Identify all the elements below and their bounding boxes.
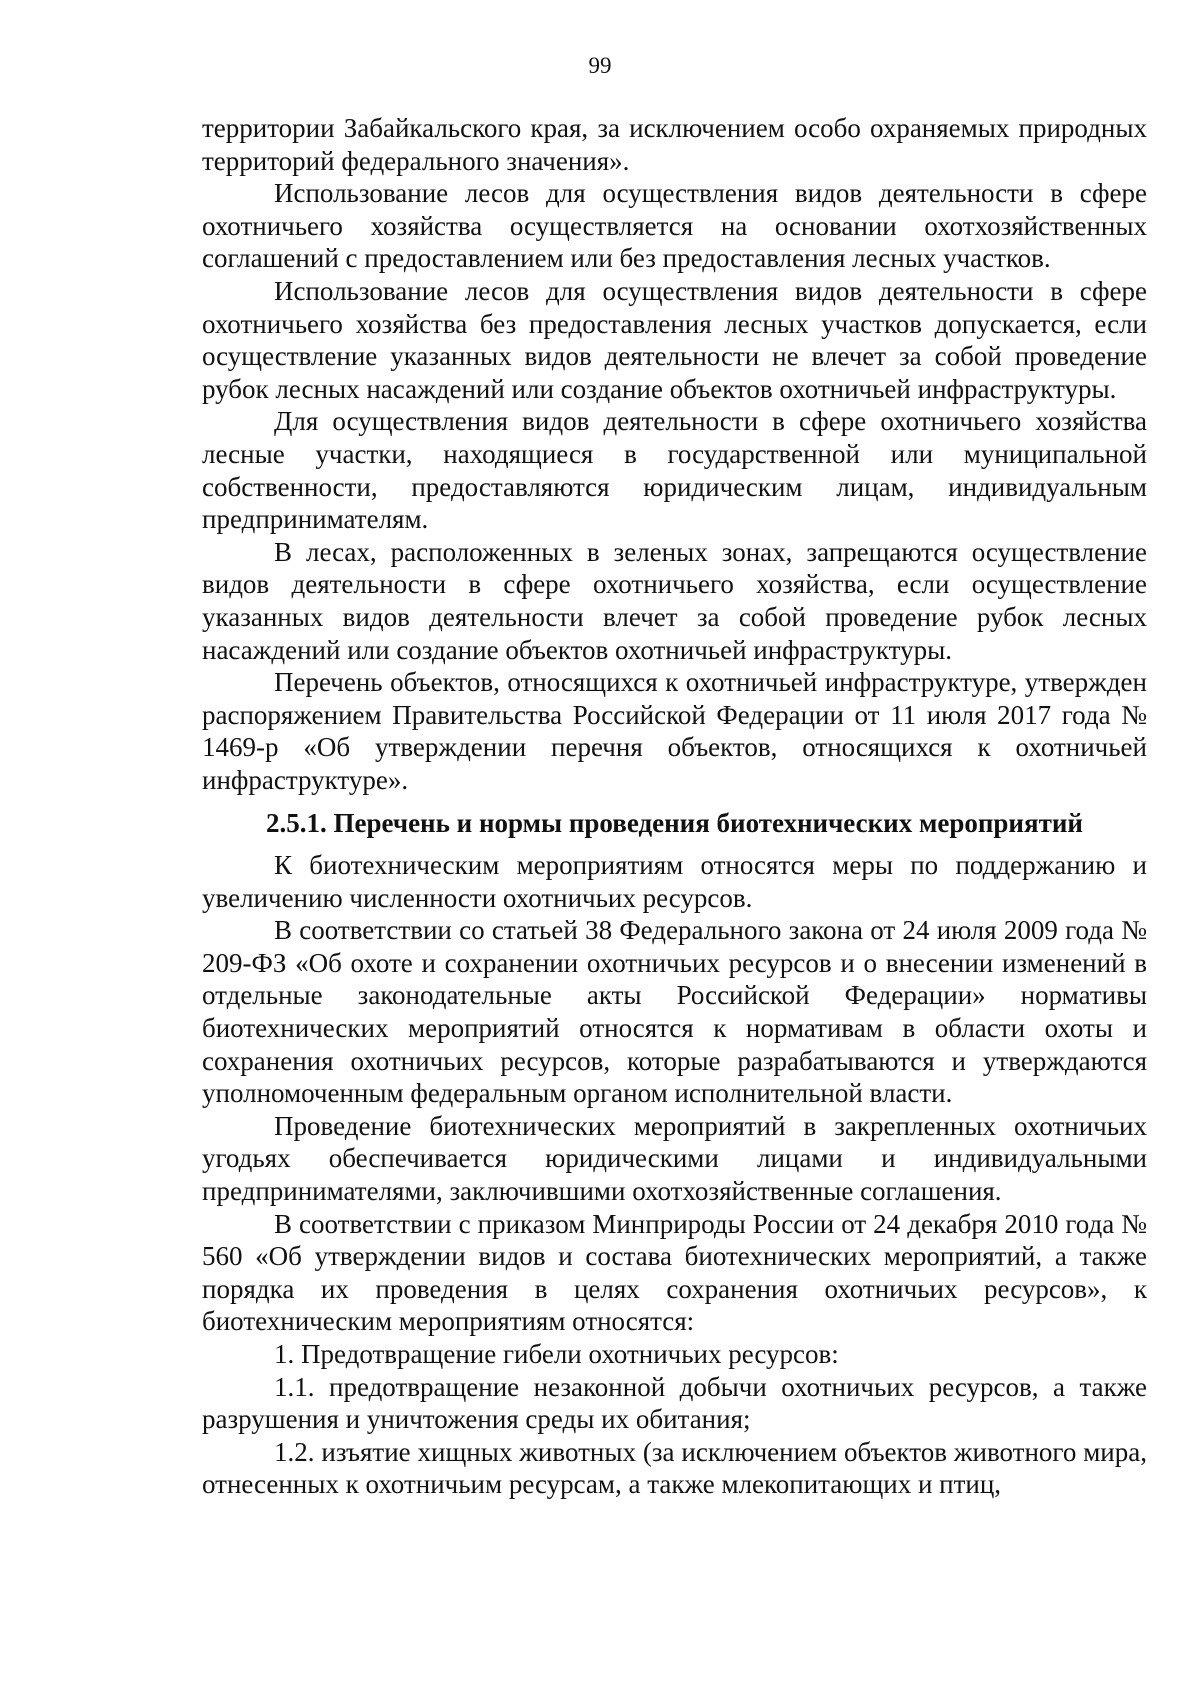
paragraph: Использование лесов для осуществления видов деятельности в сфере охотничьего хозяйства без предоставления лесных участков допускается, если осуществление указанных видов деятельности не влечет за собой проведение рубок лесных насаждений или создание объектов охотничьей инфраструктуры. (202, 275, 1147, 404)
paragraph: территории Забайкальского края, за исключением особо охраняемых природных территорий федерального значения». (202, 113, 1147, 176)
page-number: 99 (588, 53, 612, 78)
section-heading: 2.5.1. Перечень и нормы проведения биотехнических мероприятий (266, 808, 1083, 839)
paragraph: 1.2. изъятие хищных животных (за исключением объектов животного мира, отнесенных к охотничьим ресурсам, а также млекопитающих и птиц, (202, 1436, 1147, 1500)
paragraphs-after-heading (202, 849, 1147, 1501)
paragraph: В соответствии с приказом Минприроды России от 24 декабря 2010 года № 560 «Об утверждении видов и состава биотехнических мероприятий, а также порядка их проведения в целях сохранения охотничьих ресурсов», к биотехническим мероприятиям относятся: (202, 1208, 1147, 1337)
paragraphs-before-heading (202, 112, 1147, 796)
paragraph: В лесах, расположенных в зеленых зонах, запрещаются осуществление видов деятельности в сфере охотничьего хозяйства, если осуществление указанных видов деятельности влечет за собой проведение рубок лесных насаждений или создание объектов охотничьей инфраструктуры. (202, 536, 1147, 665)
paragraph: Для осуществления видов деятельности в сфере охотничьего хозяйства лесные участки, находящиеся в государственной или муниципальной собственности, предоставляются юридическим лицам, индивидуальным предпринимателям. (202, 406, 1147, 535)
paragraph: Использование лесов для осуществления видов деятельности в сфере охотничьего хозяйства осуществляется на основании охотхозяйственных соглашений с предоставлением или без предоставления лесных участков. (202, 178, 1147, 274)
paragraph: 1. Предотвращение гибели охотничьих ресурсов: (274, 1338, 839, 1369)
paragraph: В соответствии со статьей 38 Федерального закона от 24 июля 2009 года № 209-ФЗ «Об охоте и сохранении охотничьих ресурсов и о внесении изменений в отдельные законодательные акты Российской Федерации» нормативы биотехнических мероприятий относятся к нормативам в области охоты и сохранения охотничьих ресурсов, которые разрабатываются и утверждаются уполномоченным федеральным органом исполнительной власти. (202, 915, 1147, 1109)
paragraph: 1.1. предотвращение незаконной добычи охотничьих ресурсов, а также разрушения и уничтожения среды их обитания; (202, 1371, 1147, 1435)
paragraph: К биотехническим мероприятиям относятся меры по поддержанию и увеличению численности охотничьих ресурсов. (202, 850, 1147, 913)
document-body (202, 112, 1147, 1501)
paragraph: Перечень объектов, относящихся к охотничьей инфраструктуре, утвержден распоряжением Правительства Российской Федерации от 11 июля 2017 года № 1469-р «Об утверждении перечня объектов, относящихся к охотничьей инфраструктуре». (202, 667, 1147, 795)
paragraph: Проведение биотехнических мероприятий в закрепленных охотничьих угодьях обеспечивается юридическими лицами и индивидуальными предпринимателями, заключившими охотхозяйственные соглашения. (202, 1110, 1147, 1206)
